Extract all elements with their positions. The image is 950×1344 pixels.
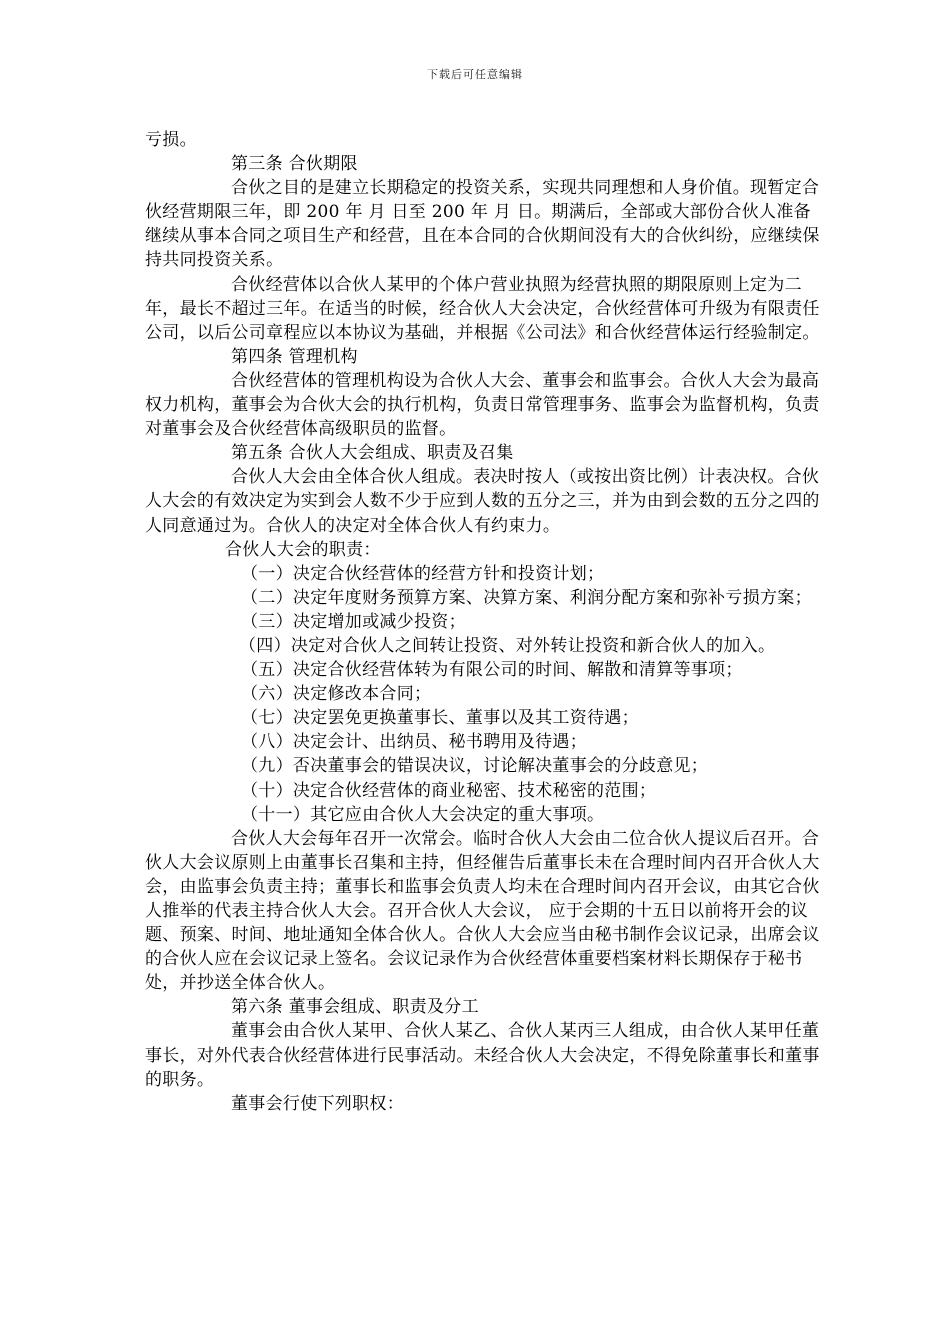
paragraph: 合伙之目的是建立长期稳定的投资关系，实现共同理想和人身价值。现暂定合伙经营期限三年，即 200 年 月 日至 200 年 月 日。期满后，全部或大部份合伙人准备继续从事本合同之项目生产和经营，且在本合同的合伙期间没有大的合伙纠纷，应继续保持共同投资关系。 bbox=[145, 178, 820, 271]
list-item: （九）否决董事会的错误决议，讨论解决董事会的分歧意见； bbox=[241, 756, 709, 777]
article-heading: 第四条 管理机构 bbox=[231, 346, 358, 367]
list-item: （四）决定对合伙人之间转让投资、对外转让投资和新合伙人的加入。 bbox=[239, 635, 776, 656]
paragraph: 合伙经营体的管理机构设为合伙人大会、董事会和监事会。合伙人大会为最高权力机构，董事会为合伙大会的执行机构，负责日常管理事务、监事会为监督机构，负责对董事会及合伙经营体高级职员的监督。 bbox=[145, 370, 820, 440]
paragraph: 董事会行使下列职权： bbox=[231, 1093, 404, 1114]
page-header: 下载后可任意编辑 bbox=[427, 68, 523, 81]
article-heading: 第三条 合伙期限 bbox=[231, 154, 358, 175]
list-item: （七）决定罢免更换董事长、董事以及其工资待遇； bbox=[241, 708, 639, 729]
paragraph: 合伙经营体以合伙人某甲的个体户营业执照为经营执照的期限原则上定为二年，最长不超过三年。在适当的时候，经合伙人大会决定，合伙经营体可升级为有限责任公司，以后公司章程应以本协议为基础，并根据《公司法》和合伙经营体运行经验制定。 bbox=[145, 274, 820, 343]
list-item: （五）决定合伙经营体转为有限公司的时间、解散和清算等事项； bbox=[241, 660, 743, 681]
list-item: （十）决定合伙经营体的商业秘密、技术秘密的范围； bbox=[241, 780, 657, 801]
document-body bbox=[145, 128, 821, 1116]
list-item: （十一）其它应由合伙人大会决定的重大事项。 bbox=[241, 804, 605, 825]
list-item: （八）决定会计、出纳员、秘书聘用及待遇； bbox=[241, 732, 587, 753]
article-heading: 第六条 董事会组成、职责及分工 bbox=[231, 997, 479, 1018]
paragraph: 合伙人大会每年召开一次常会。临时合伙人大会由二位合伙人提议后召开。合伙人大会议原则上由董事长召集和主持，但经催告后董事长未在合理时间内召开合伙人大会，由监事会负责主持；董事长和监事会负责人均未在合理时间内召开会议，由其它合伙人推举的代表主持合伙人大会。召开合伙人大会议， 应于会期的十五日以前将开会的议题、预案、时间、地址通知全体合伙人。合伙人大会应当由秘书制作会议记录，出席会议的合伙人应在会议记录上签名。会议记录作为合伙经营体重要档案材料长期保存于秘书处，并抄送全体合伙人。 bbox=[145, 828, 820, 994]
list-item: （六）决定修改本合同； bbox=[241, 684, 432, 705]
article-heading: 第五条 合伙人大会组成、职责及召集 bbox=[231, 443, 514, 464]
list-item: （二）决定年度财务预算方案、决算方案、利润分配方案和弥补亏损方案； bbox=[241, 587, 812, 608]
list-item: （三）决定增加或减少投资； bbox=[241, 611, 466, 632]
paragraph: 合伙人大会的职责： bbox=[225, 539, 381, 560]
paragraph: 董事会由合伙人某甲、合伙人某乙、合伙人某丙三人组成，由合伙人某甲任董事长，对外代表合伙经营体进行民事活动。未经合伙人大会决定，不得免除董事长和董事的职务。 bbox=[145, 1021, 820, 1090]
list-item: （一）决定合伙经营体的经营方针和投资计划； bbox=[241, 563, 605, 584]
paragraph: 合伙人大会由全体合伙人组成。表决时按人（或按出资比例）计表决权。合伙人大会的有效决定为实到会人数不少于应到人数的五分之三，并为由到会数的五分之四的人同意通过为。合伙人的决定对全体合伙人有约束力。 bbox=[145, 467, 820, 536]
paragraph: 亏损。 bbox=[145, 130, 197, 150]
